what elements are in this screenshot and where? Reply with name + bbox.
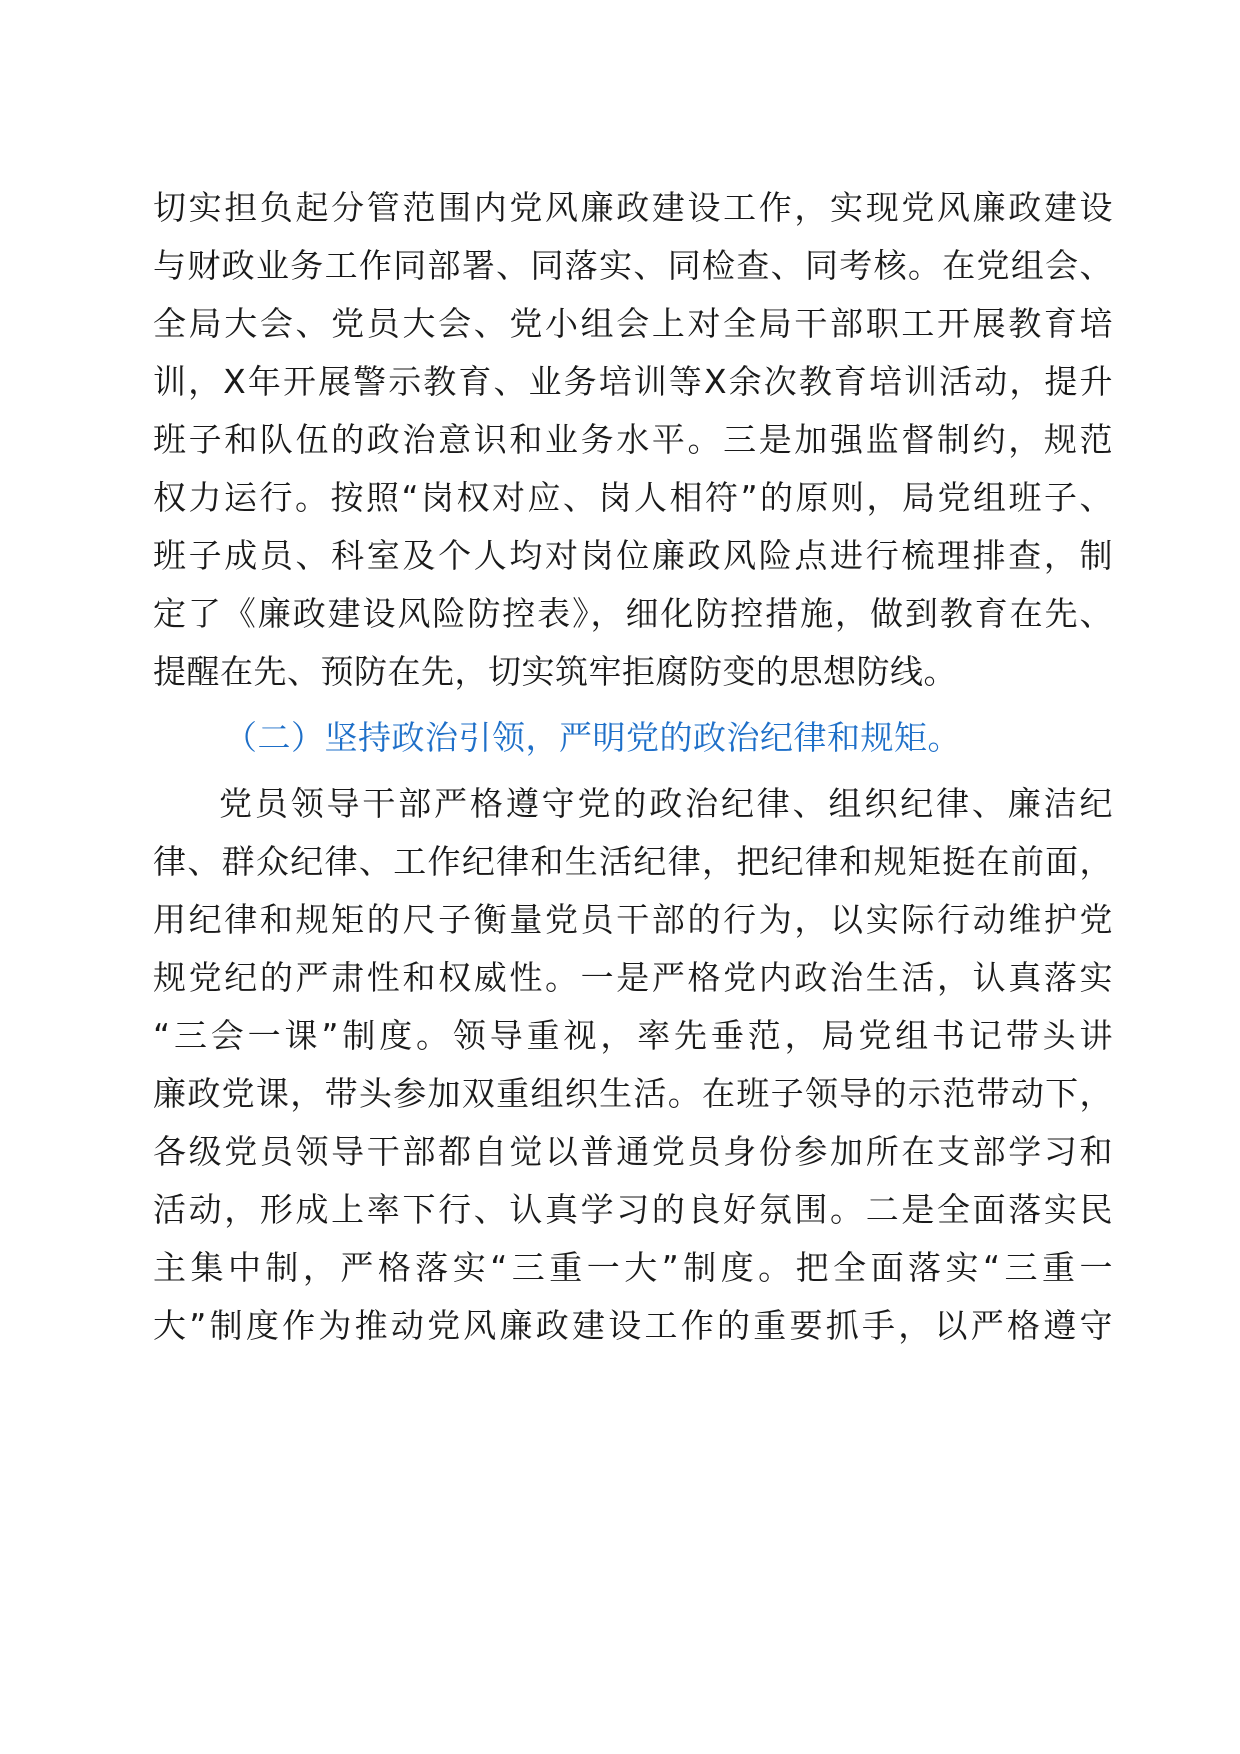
paragraph1-line-6: 权力运行。按照“岗权对应、岗人相符”的原则，局党组班子、 — [153, 478, 1113, 517]
paragraph1-line-9: 提醒在先、预防在先，切实筑牢拒腐防变的思想防线。 — [153, 652, 957, 691]
paragraph2-line-9: 主集中制，严格落实“三重一大”制度。把全面落实“三重一 — [153, 1248, 1113, 1287]
paragraph1-line-7: 班子成员、科室及个人均对岗位廉政风险点进行梳理排查，制 — [153, 536, 1113, 575]
paragraph1-line-4: 训，X年开展警示教育、业务培训等X余次教育培训活动，提升 — [153, 362, 1113, 401]
paragraph2-line-2: 律、群众纪律、工作纪律和生活纪律，把纪律和规矩挺在前面， — [153, 842, 1113, 881]
paragraph1-line-5: 班子和队伍的政治意识和业务水平。三是加强监督制约，规范 — [153, 420, 1113, 459]
paragraph1-line-2: 与财政业务工作同部署、同落实、同检查、同考核。在党组会、 — [153, 246, 1113, 285]
paragraph2-line-6: 廉政党课，带头参加双重组织生活。在班子领导的示范带动下， — [153, 1074, 1113, 1113]
paragraph1-line-3: 全局大会、党员大会、党小组会上对全局干部职工开展教育培 — [153, 304, 1113, 343]
paragraph1-line-8: 定了《廉政建设风险防控表》，细化防控措施，做到教育在先、 — [153, 594, 1113, 633]
paragraph1-line-1: 切实担负起分管范围内党风廉政建设工作，实现党风廉政建设 — [153, 188, 1113, 227]
paragraph2-line-1: 党员领导干部严格遵守党的政治纪律、组织纪律、廉洁纪 — [219, 784, 1113, 823]
paragraph2-line-4: 规党纪的严肃性和权威性。一是严格党内政治生活，认真落实 — [153, 958, 1113, 997]
paragraph2-line-7: 各级党员领导干部都自觉以普通党员身份参加所在支部学习和 — [153, 1132, 1113, 1171]
paragraph2-line-8: 活动，形成上率下行、认真学习的良好氛围。二是全面落实民 — [153, 1190, 1113, 1229]
paragraph2-line-3: 用纪律和规矩的尺子衡量党员干部的行为，以实际行动维护党 — [153, 900, 1113, 939]
paragraph2-line-10: 大”制度作为推动党风廉政建设工作的重要抓手，以严格遵守 — [153, 1306, 1113, 1345]
section-heading-2: （二）坚持政治引领，严明党的政治纪律和规矩。 — [224, 718, 961, 757]
paragraph2-line-5: “三会一课”制度。领导重视，率先垂范，局党组书记带头讲 — [153, 1016, 1113, 1055]
